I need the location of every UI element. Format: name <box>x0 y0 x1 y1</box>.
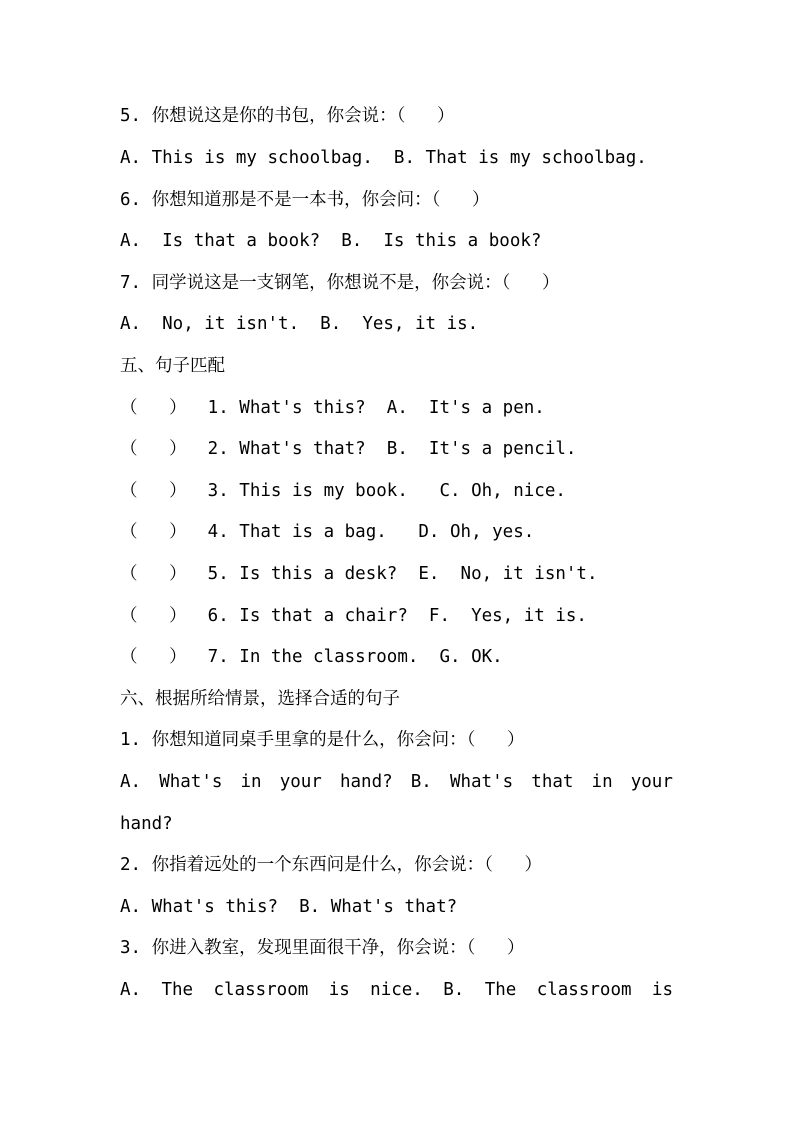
question-7-options: A. No, it isn't. B. Yes, it is. <box>120 314 479 334</box>
word: is <box>651 980 673 1000</box>
word: hand? <box>339 772 393 792</box>
word: in <box>240 772 262 792</box>
word: B. <box>410 772 432 792</box>
match-item-1: （ ） 1. What's this? A. It's a pen. <box>120 398 545 418</box>
scenario-2-options: A. What's this? B. What's that? <box>120 897 458 917</box>
scenario-3-options <box>120 978 673 1002</box>
match-item-7: （ ） 7. In the classroom. G. OK. <box>120 647 503 667</box>
word: your <box>630 772 673 792</box>
word: A. <box>120 772 142 792</box>
scenario-1: 1. 你想知道同桌手里拿的是什么，你会问：（ ） <box>120 730 525 750</box>
match-item-2: （ ） 2. What's that? B. It's a pencil. <box>120 439 577 459</box>
match-item-5: （ ） 5. Is this a desk? E. No, it isn't. <box>120 564 598 584</box>
word: that <box>531 772 574 792</box>
word: B. <box>443 980 465 1000</box>
word: in <box>591 772 613 792</box>
word: nice. <box>370 980 423 1000</box>
question-6: 6. 你想知道那是不是一本书，你会问：（ ） <box>120 190 490 210</box>
word: What's <box>159 772 223 792</box>
match-item-4: （ ） 4. That is a bag. D. Oh, yes. <box>120 522 535 542</box>
word: classroom <box>213 980 309 1000</box>
question-5-options: A. This is my schoolbag. B. That is my schoolbag. <box>120 148 647 168</box>
section-6-heading: 六、根据所给情景，选择合适的句子 <box>120 689 400 709</box>
scenario-3: 3. 你进入教室，发现里面很干净，你会说：（ ） <box>120 938 525 958</box>
question-7: 7. 同学说这是一支钢笔，你想说不是，你会说：（ ） <box>120 273 560 293</box>
scenario-2: 2. 你指着远处的一个东西问是什么，你会说：（ ） <box>120 855 542 875</box>
match-item-6: （ ） 6. Is that a chair? F. Yes, it is. <box>120 606 587 626</box>
word: your <box>279 772 322 792</box>
word: What's <box>449 772 514 792</box>
word: is <box>328 980 350 1000</box>
word: A. <box>120 980 142 1000</box>
match-item-3: （ ） 3. This is my book. C. Oh, nice. <box>120 481 566 501</box>
word: The <box>161 980 194 1000</box>
scenario-1-options-continued: hand? <box>120 814 173 834</box>
section-5-heading: 五、句子匹配 <box>120 356 225 376</box>
scenario-1-options <box>120 770 673 794</box>
word: classroom <box>536 980 632 1000</box>
question-6-options: A. Is that a book? B. Is this a book? <box>120 231 542 251</box>
question-5: 5. 你想说这是你的书包，你会说：（ ） <box>120 106 455 126</box>
word: The <box>484 980 517 1000</box>
